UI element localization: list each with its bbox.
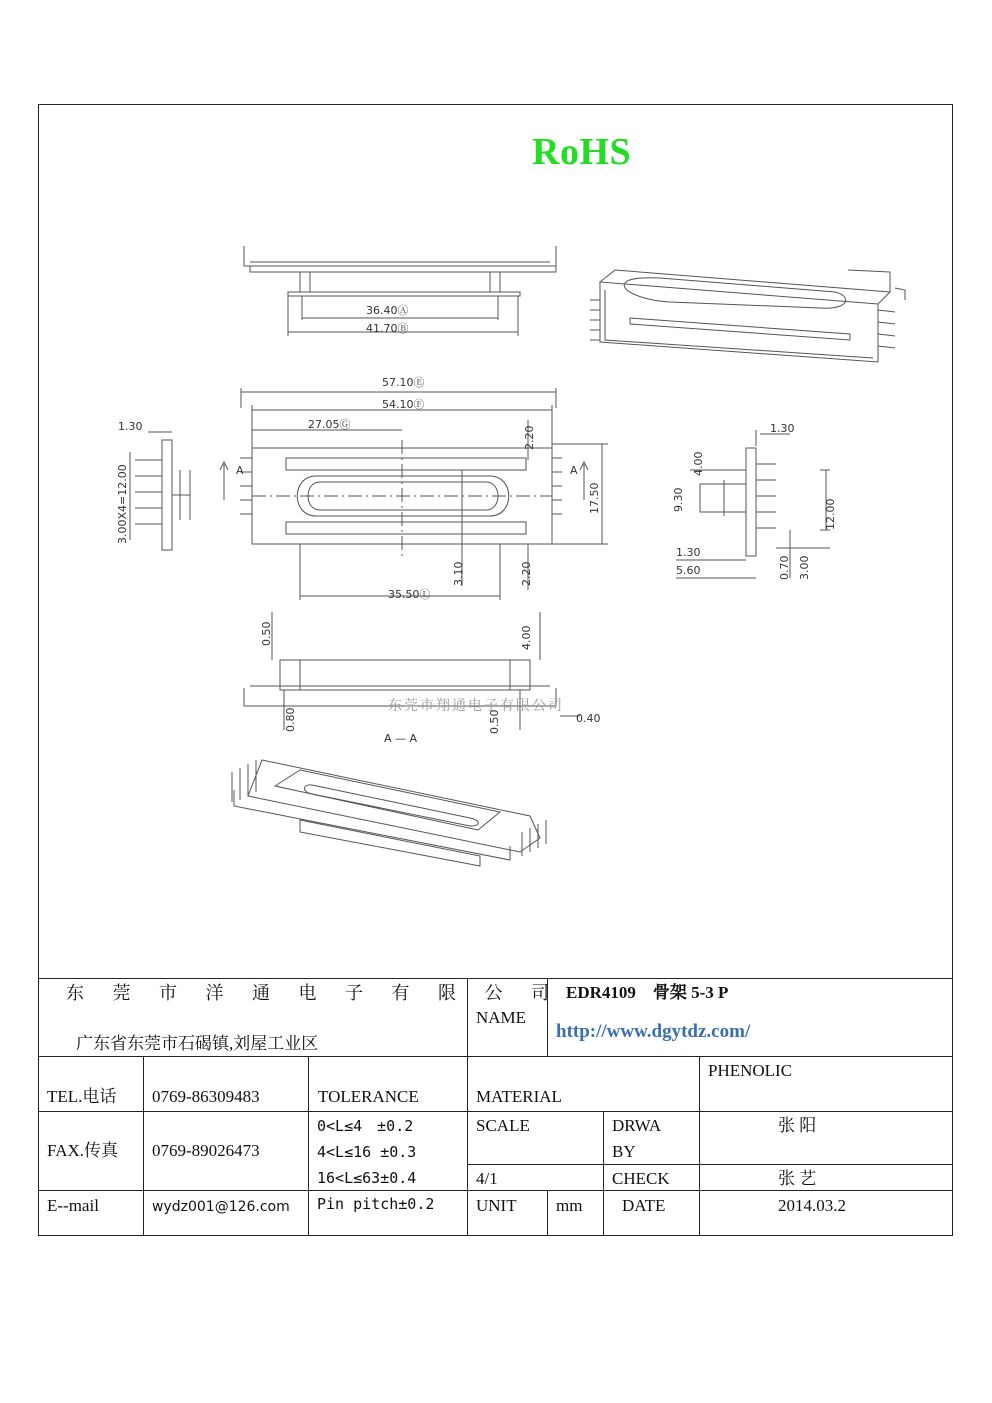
isometric-view-top (590, 270, 905, 362)
dim-right-top: 1.30 (770, 422, 795, 435)
isometric-view-bottom (232, 760, 546, 866)
dim-right-spacing: 3.00 (798, 555, 811, 580)
dim-right-pin: 0.70 (778, 555, 791, 580)
plan-view (220, 388, 608, 600)
dim-left-pin-pitch: 3.00X4=12.00 (116, 464, 129, 544)
dim-bottom-mid: 0.50 (488, 709, 501, 734)
tb-line (467, 978, 468, 1236)
tb-line (699, 1056, 700, 1236)
tolerance-row-4: Pin pitch±0.2 (317, 1195, 435, 1213)
tb-line (603, 1111, 604, 1236)
email-value: wydz001@126.com (152, 1199, 290, 1215)
label-a-right: A (570, 464, 578, 477)
email-label: E--mail (47, 1196, 99, 1215)
scale-label: SCALE (476, 1116, 530, 1135)
name-label: NAME (476, 1008, 527, 1027)
fax-label: FAX.传真 (47, 1141, 118, 1160)
company-name: 东 莞 市 洋 通 电 子 有 限 公 司 (66, 983, 561, 1003)
dim-right-pitch: 12.00 (824, 498, 837, 530)
dim-top-inner: 36.40Ⓐ (366, 304, 409, 317)
tb-line (38, 1111, 953, 1112)
dim-second-length: 54.10Ⓕ (382, 398, 425, 411)
tolerance-row-2: 4<L≤16 ±0.3 (317, 1143, 417, 1161)
label-a-left: A (236, 464, 244, 477)
check-value: 张 艺 (778, 1169, 817, 1188)
dim-center-height: 17.50 (588, 482, 601, 514)
date-label: DATE (622, 1196, 666, 1215)
fax-value: 0769-89026473 (152, 1141, 260, 1160)
left-side-view (130, 432, 190, 550)
watermark: 东莞市翔通电子有限公司 (388, 698, 564, 714)
rohs-mark: RoHS (532, 131, 632, 173)
dim-lower-span: 35.50Ⓛ (388, 588, 431, 601)
unit-label: UNIT (476, 1196, 517, 1215)
dim-right-foot: 5.60 (676, 564, 701, 577)
dim-right-base: 1.30 (676, 546, 701, 559)
drawn-label-1: DRWA (612, 1116, 662, 1135)
tb-line (467, 1190, 953, 1191)
tb-line (467, 1164, 953, 1165)
tolerance-row-1: 0<L≤4 ±0.2 (317, 1117, 414, 1135)
tb-line (38, 1056, 953, 1057)
dim-bottom-pin: 0.40 (576, 712, 601, 725)
dim-slot-width-k: 2.20 (520, 561, 533, 586)
tb-line (308, 1056, 309, 1236)
tb-line (547, 1190, 548, 1236)
website-link[interactable]: http://www.dgytdz.com/ (556, 1021, 751, 1042)
dim-bottom-height: 4.00 (520, 625, 533, 650)
unit-value: mm (556, 1196, 583, 1215)
scale-value: 4/1 (476, 1169, 498, 1188)
dim-center-gap: 3.10 (452, 561, 465, 586)
dim-top-outer: 41.70Ⓑ (366, 322, 409, 335)
material-label: MATERIAL (476, 1087, 562, 1106)
tolerance-label: TOLERANCE (318, 1087, 419, 1106)
section-label: A — A (384, 732, 418, 745)
tolerance-row-3: 16<L≤63±0.4 (317, 1169, 417, 1187)
tb-line (38, 978, 953, 979)
dim-left-pin-offset: 1.30 (118, 420, 143, 433)
dim-bottom-thick: 0.80 (284, 707, 297, 732)
company-address: 广东省东莞市石碣镇,刘屋工业区 (76, 1034, 319, 1053)
drawn-value: 张 阳 (778, 1116, 817, 1135)
tb-line (143, 1056, 144, 1236)
material-value: PHENOLIC (708, 1061, 793, 1080)
tb-line (38, 1190, 468, 1191)
dim-slot-width: 2.20 (523, 425, 536, 450)
dim-overall-length: 57.10Ⓔ (382, 376, 425, 389)
dim-right-body: 9.30 (672, 487, 685, 512)
dim-bottom-left: 0.50 (260, 621, 273, 646)
date-value: 2014.03.2 (778, 1196, 846, 1215)
tel-label: TEL.电话 (47, 1087, 117, 1106)
drawn-label-2: BY (612, 1142, 636, 1161)
tel-value: 0769-86309483 (152, 1087, 260, 1106)
check-label: CHECK (612, 1169, 670, 1188)
dim-half-length: 27.05Ⓖ (308, 418, 351, 431)
dim-right-height: 4.00 (692, 451, 705, 476)
part-name: EDR4109 骨架 5-3 P (566, 983, 729, 1002)
